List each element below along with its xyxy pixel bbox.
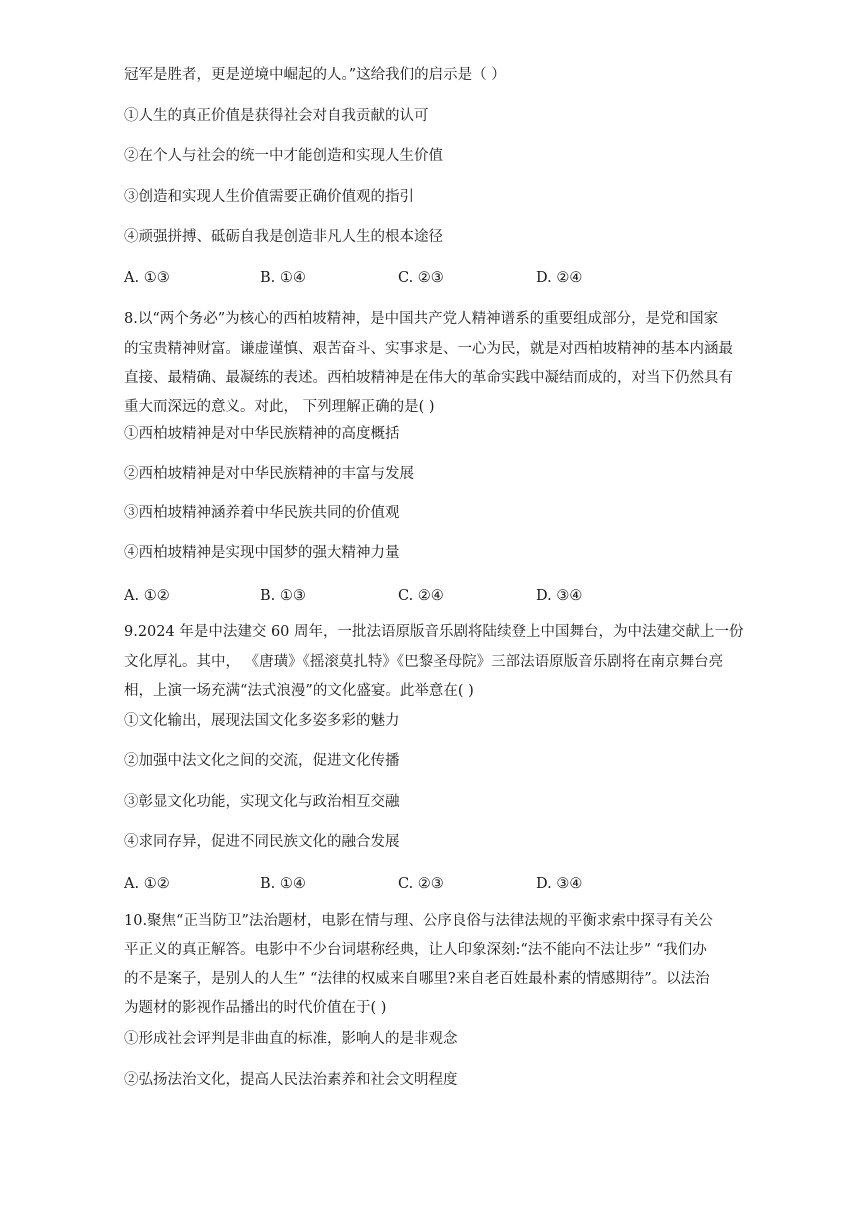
question-10-stem-line-4: 为题材的影视作品播出的时代价值在于( ) (124, 1000, 387, 1016)
question-9-statement-3: ③彰显文化功能，实现文化与政治相互交融 (124, 794, 400, 810)
option-b: B. ①③ (260, 588, 306, 604)
question-9-stem-line-1: 9.2024 年是中法建交 60 周年，一批法语原版音乐剧将陆续登上中国舞台，为中法建交献上一份 (124, 624, 744, 640)
option-d: D. ③④ (536, 588, 583, 604)
question-10-statement-1: ①形成社会评判是非曲直的标准，影响人的是非观念 (124, 1031, 458, 1047)
question-9-statement-1: ①文化输出，展现法国文化多姿多彩的魅力 (124, 713, 400, 729)
question-7-statement-1: ①人生的真正价值是获得社会对自我贡献的认可 (124, 108, 429, 124)
question-8-stem-line-1: 8.以“两个务必”为核心的西柏坡精神，是中国共产党人精神谱系的重要组成部分，是党和国家 (124, 311, 719, 327)
question-8-statement-4: ④西柏坡精神是实现中国梦的强大精神力量 (124, 545, 400, 561)
question-10-stem-line-2: 平正义的真正解答。电影中不少台词堪称经典，让人印象深刻:“法不能向不法让步” “我们办 (124, 942, 707, 958)
option-c: C. ②④ (398, 588, 444, 604)
question-9-stem-line-3: 相，上演一场充满“法式浪漫”的文化盛宴。此举意在( ) (124, 683, 474, 699)
question-8-statement-2: ②西柏坡精神是对中华民族精神的丰富与发展 (124, 466, 414, 482)
option-a: A. ①③ (124, 270, 170, 286)
option-c: C. ②③ (398, 876, 444, 892)
question-8-stem-line-4: 重大而深远的意义。对此， 下列理解正确的是( ) (124, 399, 435, 415)
question-7-statement-2: ②在个人与社会的统一中才能创造和实现人生价值 (124, 148, 443, 164)
question-8-stem-line-3: 直接、最精确、最凝练的表述。西柏坡精神是在伟大的革命实践中凝结而成的，对当下仍然具有 (124, 370, 733, 386)
question-9-statement-2: ②加强中法文化之间的交流，促进文化传播 (124, 753, 400, 769)
option-d: D. ③④ (536, 876, 583, 892)
question-8-stem-line-2: 的宝贵精神财富。谦虚谨慎、艰苦奋斗、实事求是、一心为民，就是对西柏坡精神的基本内涵最 (124, 341, 733, 357)
question-8-statement-1: ①西柏坡精神是对中华民族精神的高度概括 (124, 426, 400, 442)
question-10-stem-line-3: 的不是案子，是别人的人生” “法律的权威来自哪里?来自老百姓最朴素的情感期待”。以法治 (124, 971, 710, 987)
question-9-statement-4: ④求同存异，促进不同民族文化的融合发展 (124, 834, 400, 850)
question-10-stem-line-1: 10.聚焦“正当防卫”法治题材，电影在情与理、公序良俗与法律法规的平衡求索中探寻有关公 (124, 913, 713, 929)
option-a: A. ①② (124, 876, 170, 892)
option-b: B. ①④ (260, 876, 306, 892)
option-b: B. ①④ (260, 270, 306, 286)
question-7-statement-3: ③创造和实现人生价值需要正确价值观的指引 (124, 189, 414, 205)
option-d: D. ②④ (536, 270, 583, 286)
question-10-statement-2: ②弘扬法治文化，提高人民法治素养和社会文明程度 (124, 1072, 458, 1088)
question-7-stem-tail: 冠军是胜者，更是逆境中崛起的人。”这给我们的启示是（ ） (124, 67, 506, 83)
question-8-statement-3: ③西柏坡精神涵养着中华民族共同的价值观 (124, 505, 400, 521)
question-7-statement-4: ④顽强拼搏、砥砺自我是创造非凡人生的根本途径 (124, 229, 443, 245)
question-9-stem-line-2: 文化厚礼。其中， 《唐璜》《摇滚莫扎特》《巴黎圣母院》三部法语原版音乐剧将在南京舞台亮 (124, 654, 724, 670)
option-c: C. ②③ (398, 270, 444, 286)
option-a: A. ①② (124, 588, 170, 604)
